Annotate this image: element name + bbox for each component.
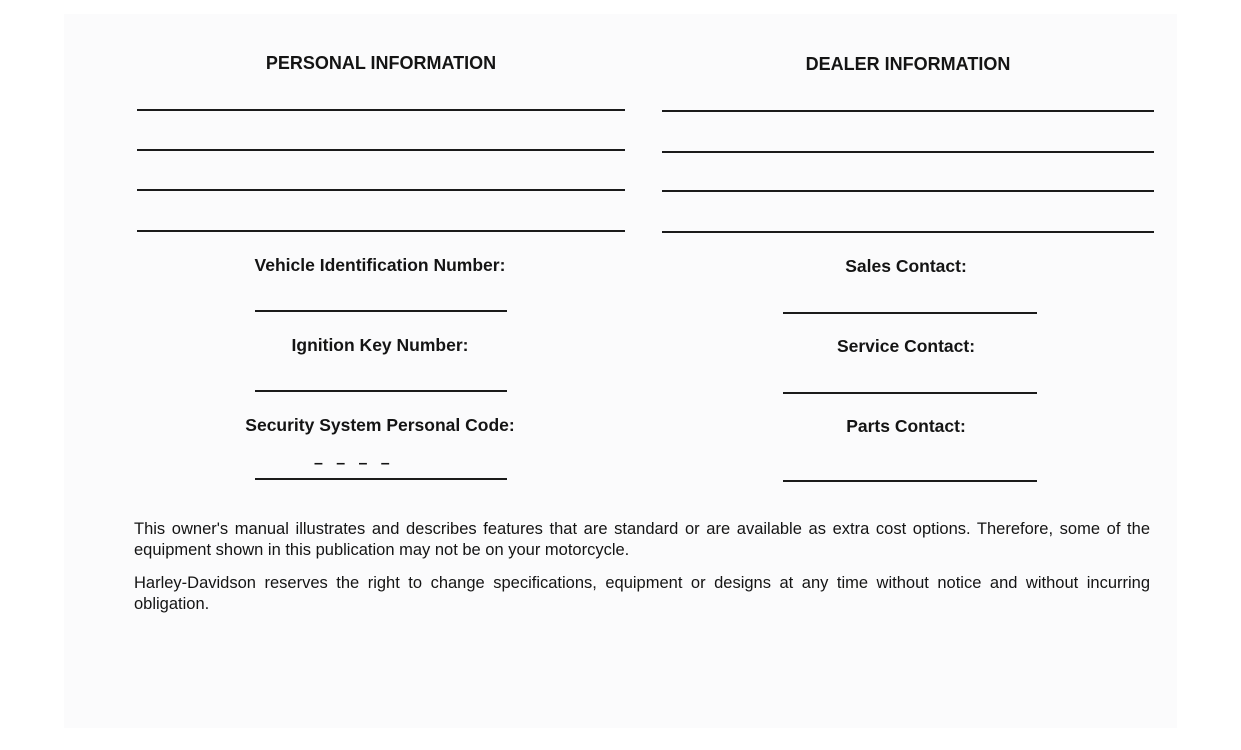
ignition-key-field[interactable] [255,390,507,392]
dealer-info-line-3[interactable] [662,190,1154,192]
dealer-info-line-1[interactable] [662,110,1154,112]
parts-contact-field[interactable] [783,480,1037,482]
equipment-notice-paragraph: This owner's manual illustrates and describes features that are standard or are available as extra cost options. Therefore, some of the equipment shown in this publication may not be on your motorcycle. [134,520,1150,559]
service-contact-label: Service Contact: [836,336,976,356]
security-code-label: Security System Personal Code: [245,415,515,435]
personal-info-line-2[interactable] [137,149,625,151]
dealer-info-line-4[interactable] [662,231,1154,233]
security-code-field[interactable] [255,478,507,480]
service-contact-field[interactable] [783,392,1037,394]
ignition-key-label: Ignition Key Number: [291,335,469,355]
personal-info-line-1[interactable] [137,109,625,111]
form-page [64,14,1177,728]
sales-contact-field[interactable] [783,312,1037,314]
personal-information-heading: PERSONAL INFORMATION [265,53,497,73]
rights-notice-paragraph: Harley-Davidson reserves the right to change specifications, equipment or designs at any time without notice and without incurring obligation. [134,574,1150,613]
vin-field[interactable] [255,310,507,312]
dealer-information-heading: DEALER INFORMATION [805,54,1011,74]
sales-contact-label: Sales Contact: [845,256,967,276]
dealer-info-line-2[interactable] [662,151,1154,153]
personal-info-line-4[interactable] [137,230,625,232]
security-code-dashes: – – – – [314,455,390,472]
personal-info-line-3[interactable] [137,189,625,191]
parts-contact-label: Parts Contact: [846,416,966,436]
vin-label: Vehicle Identification Number: [254,255,506,275]
